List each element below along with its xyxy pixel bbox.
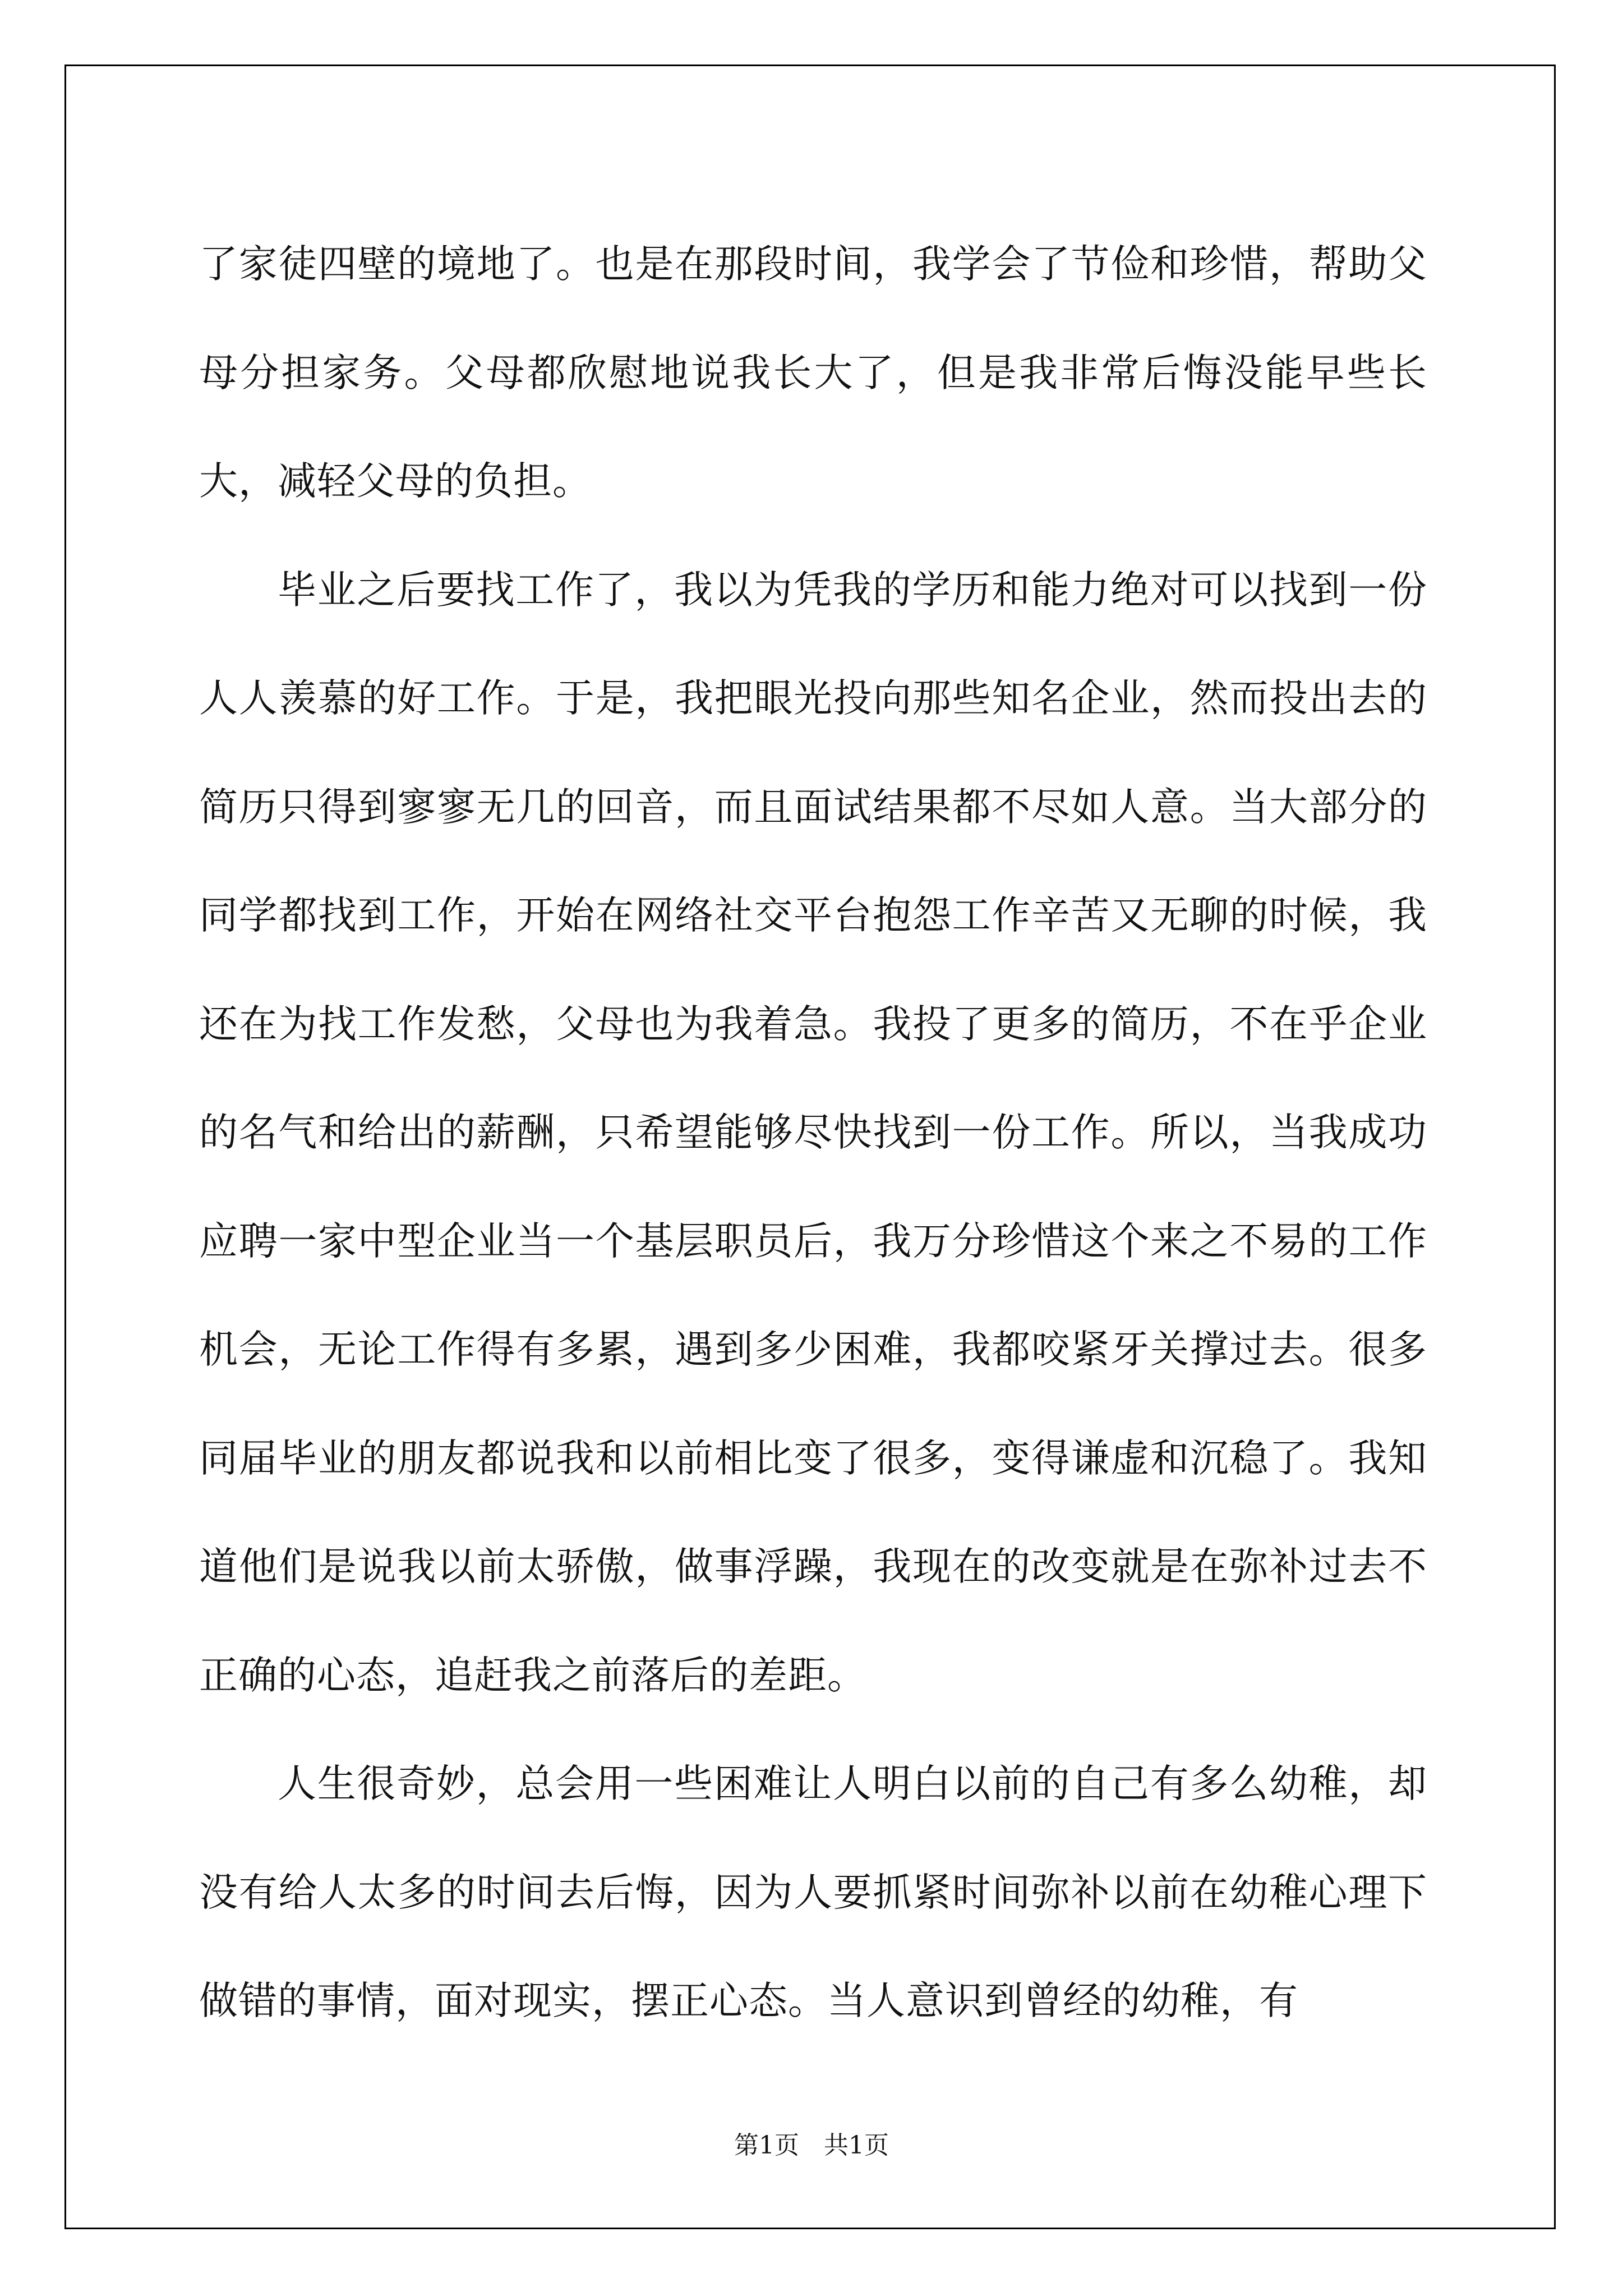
document-body	[199, 210, 1427, 2056]
paragraph-2: 毕业之后要找工作了，我以为凭我的学历和能力绝对可以找到一份人人羡慕的好工作。于是，我把眼光投向那些知名企业，然而投出去的简历只得到寥寥无几的回音，而且面试结果都不尽如人意。当大部分的同学都找到工作，开始在网络社交平台抱怨工作辛苦又无聊的时候，我还在为找工作发愁，父母也为我着急。我投了更多的简历，不在乎企业的名气和给出的薪酬，只希望能够尽快找到一份工作。所以，当我成功应聘一家中型企业当一个基层职员后，我万分珍惜这个来之不易的工作机会，无论工作得有多累，遇到多少困难，我都咬紧牙关撑过去。很多同届毕业的朋友都说我和以前相比变了很多，变得谦虚和沉稳了。我知道他们是说我以前太骄傲，做事浮躁，我现在的改变就是在弥补过去不正确的心态，追赶我之前落后的差距。	[199, 567, 1427, 1698]
page-footer: 第1页 共1页	[734, 2131, 889, 2160]
paragraph-3: 人生很奇妙，总会用一些困难让人明白以前的自己有多么幼稚，却没有给人太多的时间去后悔，因为人要抓紧时间弥补以前在幼稚心理下做错的事情，面对现实，摆正心态。当人意识到曾经的幼稚，有	[199, 1761, 1427, 2023]
paragraph-1: 了家徒四壁的境地了。也是在那段时间，我学会了节俭和珍惜，帮助父母分担家务。父母都欣慰地说我长大了，但是我非常后悔没能早些长大，减轻父母的负担。	[199, 242, 1427, 504]
